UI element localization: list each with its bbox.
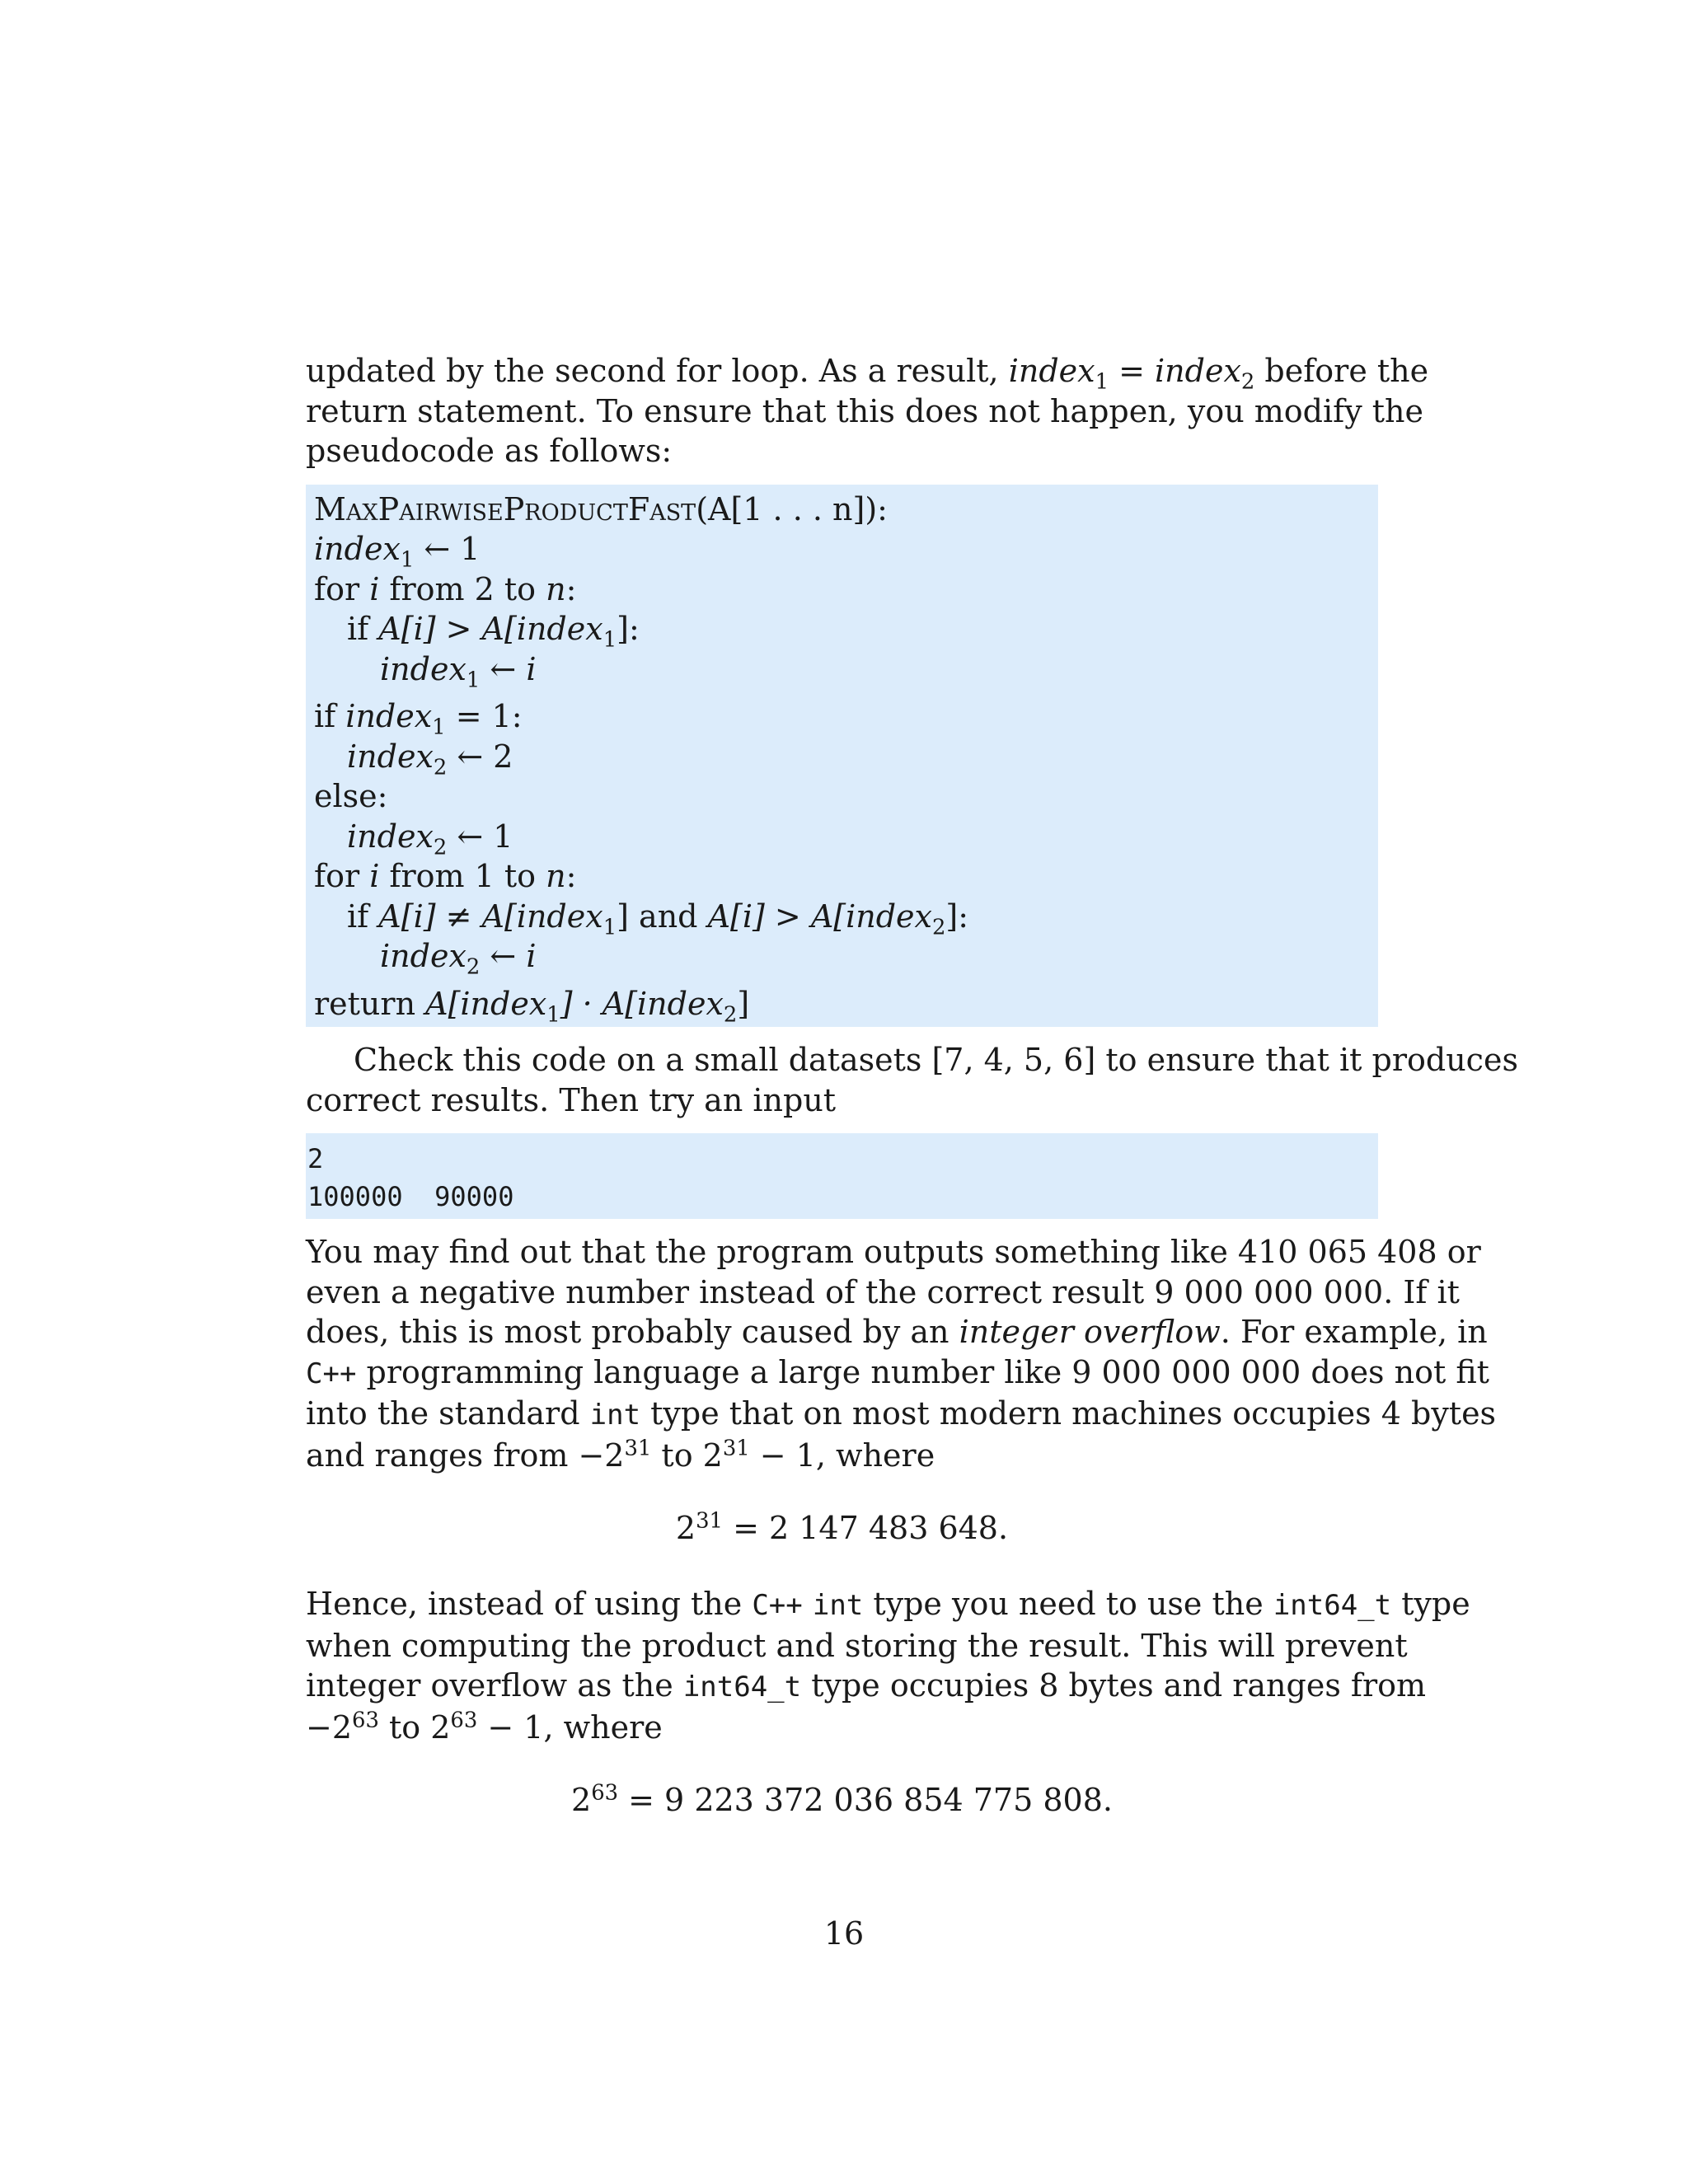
code-inline: int [812, 1589, 864, 1622]
text-run: = [1109, 353, 1156, 389]
superscript: 31 [696, 1508, 723, 1534]
code-line [314, 936, 1370, 980]
paragraph-intro [306, 351, 1429, 471]
input-line: 100000 90000 [307, 1181, 514, 1212]
text-run: − 1, where [477, 1708, 663, 1746]
paragraph-overflow [306, 1232, 1497, 1475]
code-inline: int [589, 1399, 641, 1432]
function-name: MaxPairwiseProductFast [314, 490, 696, 527]
text-line: correct results. Then try an input [306, 1081, 837, 1118]
subscript: 2 [1240, 369, 1255, 395]
math-var: index [314, 531, 401, 567]
code-line [314, 897, 1370, 940]
subscript: 2 [723, 1002, 738, 1028]
math-expr: ] · A[index [560, 985, 724, 1022]
text-run: ]: [945, 898, 969, 935]
text-run: ← [480, 938, 527, 974]
text-line: return statement. To ensure that this does not happen, you modify the [306, 392, 1423, 429]
code-line [314, 490, 1370, 530]
text-line: even a negative number instead of the correct result 9 000 000 000. If it [306, 1273, 1460, 1310]
text-line [306, 1312, 1488, 1352]
code-line [314, 529, 1370, 573]
math-var: index [380, 650, 467, 687]
math-expr: A[index [425, 985, 547, 1022]
keyword: return [314, 985, 426, 1022]
text-run: Hence, instead of using the [306, 1586, 753, 1622]
math-expr: A[i] > A[index [378, 611, 603, 647]
eq-value: = 2 147 483 648. [722, 1510, 1009, 1546]
math-var: index [347, 738, 434, 775]
math-var: n [546, 858, 566, 894]
page-content [306, 351, 1518, 1856]
text-run: : [565, 570, 577, 607]
math-var: index [347, 818, 434, 855]
text-run: from 1 to [379, 858, 546, 894]
text-line: You may find out that the program outputs something like 410 065 408 or [306, 1234, 1481, 1270]
text-run: from 2 to [379, 570, 546, 607]
eq-base: 2 [675, 1510, 696, 1546]
code-inline: C++ [752, 1589, 803, 1622]
math-var: i [369, 570, 380, 607]
math-expr: A[i] > A[index [707, 898, 932, 935]
text-run: ] [617, 898, 629, 935]
text-run: ← 2 [447, 738, 513, 775]
text-run: ← 1 [447, 818, 513, 855]
subscript: 2 [433, 835, 448, 860]
code-line: else: [314, 778, 388, 814]
text-run: type that on most modern machines occupies 4 bytes [640, 1395, 1497, 1432]
text-line [306, 1708, 1378, 1748]
subscript: 1 [1095, 369, 1109, 395]
superscript: 31 [624, 1435, 652, 1460]
text-line [306, 1666, 1427, 1708]
text-run: updated by the second for loop. As a result, [306, 353, 1009, 389]
math-var: index [345, 698, 433, 734]
subscript: 1 [466, 668, 481, 693]
text-run: ← 1 [414, 531, 481, 567]
eq-value: = 9 223 372 036 854 775 808. [618, 1782, 1113, 1818]
code-line [314, 609, 1370, 653]
text-run: : [565, 858, 577, 894]
text-line: when computing the product and storing the result. This will prevent [306, 1627, 1408, 1664]
text-run: and ranges from −2 [306, 1436, 625, 1474]
input-example-block [306, 1133, 1378, 1219]
math-var: i [526, 650, 537, 687]
keyword: for [314, 858, 370, 894]
keyword: for [314, 570, 370, 607]
subscript: 1 [400, 547, 415, 573]
code-inline: C++ [306, 1357, 357, 1390]
superscript: 63 [352, 1707, 379, 1732]
subscript: 2 [433, 755, 448, 780]
paragraph-check [306, 1040, 1518, 1120]
equation-2-63 [306, 1780, 1378, 1820]
text-run: ← [480, 650, 527, 687]
superscript: 63 [450, 1707, 478, 1732]
text-run: type [1391, 1586, 1470, 1622]
text-run: −2 [306, 1708, 353, 1746]
emphasis: integer overflow [959, 1314, 1221, 1350]
text-run: − 1, where [749, 1436, 935, 1474]
equation-2-31 [306, 1508, 1378, 1548]
keyword: if [314, 698, 346, 734]
keyword: and [628, 898, 708, 935]
text-line [306, 1352, 1489, 1394]
code-inline: int64_t [1273, 1589, 1392, 1622]
text-line: Check this code on a small datasets [7, 4, 5, 6] to ensure that it produces [354, 1042, 1518, 1078]
text-run: = 1: [445, 698, 523, 734]
superscript: 31 [722, 1435, 750, 1460]
math-var: index [1155, 353, 1241, 389]
subscript: 1 [432, 715, 446, 740]
text-run: integer overflow as the [306, 1667, 683, 1704]
code-inline: int64_t [682, 1671, 802, 1704]
text-line [306, 351, 1429, 395]
page-number: 16 [823, 1915, 865, 1952]
text-run: to 2 [651, 1436, 723, 1474]
eq-base: 2 [571, 1782, 592, 1818]
text-line [306, 1436, 1378, 1476]
text-run: ] [737, 985, 750, 1022]
text-line [306, 1584, 1470, 1626]
code-line [314, 569, 1370, 610]
math-var: index [380, 938, 467, 974]
code-line [314, 856, 1370, 897]
code-line [314, 649, 1370, 693]
code-line [314, 984, 1370, 1028]
subscript: 1 [546, 1002, 560, 1028]
text-run: ]: [617, 611, 640, 647]
math-var: i [369, 858, 380, 894]
text-run: does, this is most probably caused by an [306, 1314, 959, 1350]
text-run: type occupies 8 bytes and ranges from [801, 1667, 1427, 1704]
paragraph-int64 [306, 1584, 1470, 1747]
code-line [314, 737, 1370, 780]
subscript: 2 [931, 915, 946, 940]
text-line [306, 1394, 1497, 1436]
code-line [314, 817, 1370, 860]
subscript: 1 [603, 915, 617, 940]
math-var: index [1008, 353, 1095, 389]
text-line: pseudocode as follows: [306, 433, 673, 469]
superscript: 63 [591, 1780, 619, 1806]
keyword: if [347, 611, 379, 647]
text-run: to 2 [378, 1708, 451, 1746]
keyword: if [347, 898, 379, 935]
subscript: 1 [603, 627, 617, 653]
subscript: 2 [466, 954, 481, 980]
input-line: 2 [307, 1143, 324, 1174]
text-run: type you need to use the [863, 1586, 1273, 1622]
function-args: (A[1 . . . n]): [696, 490, 888, 527]
math-var: n [546, 570, 566, 607]
text-run: into the standard [306, 1395, 590, 1432]
math-expr: A[i] ≠ A[index [378, 898, 603, 935]
math-var: i [526, 938, 537, 974]
pseudocode-block [306, 485, 1378, 1028]
text-run: before the [1254, 353, 1429, 389]
text-run: . For example, in [1220, 1314, 1488, 1350]
text-run: programming language a large number like 9 000 000 000 does not fit [356, 1353, 1489, 1390]
code-line [314, 696, 1370, 740]
